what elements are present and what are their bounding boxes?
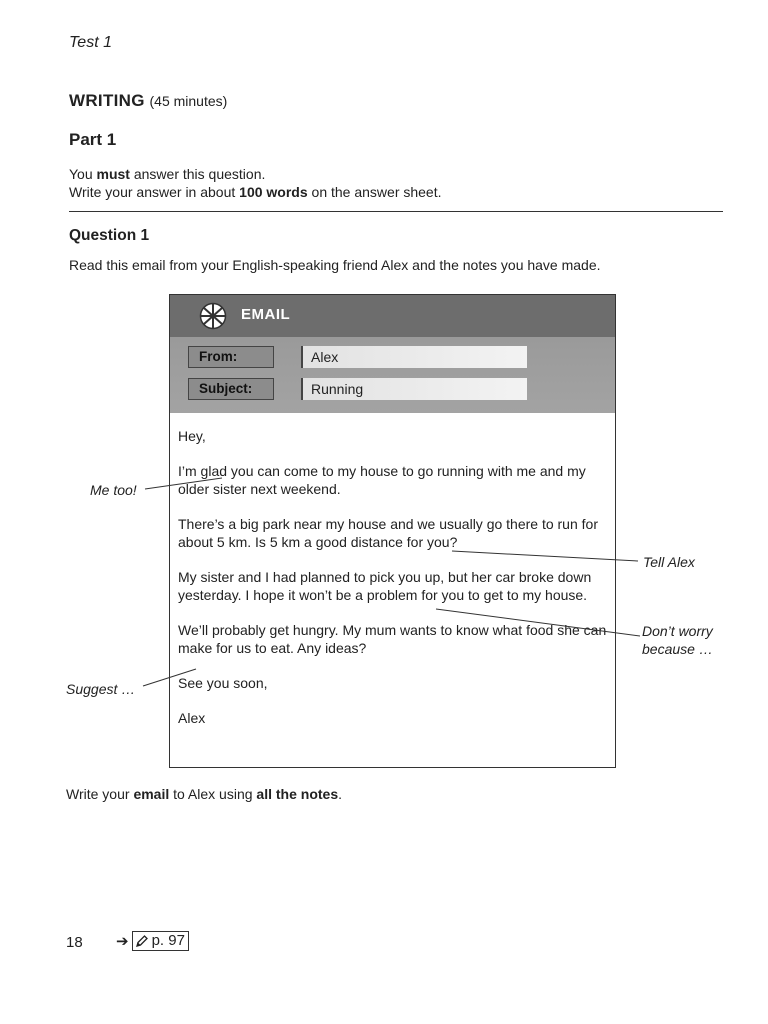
email-signoff: See you soon,	[178, 675, 268, 691]
subject-label: Subject:	[188, 378, 274, 400]
instr1-post: answer this question.	[129, 166, 266, 182]
note-line-suggest	[143, 669, 196, 686]
test-label: Test 1	[69, 34, 112, 51]
note-suggest: Suggest …	[66, 681, 136, 697]
pencil-icon	[135, 934, 149, 948]
task-bold-email: email	[133, 786, 170, 802]
from-field: Alex	[301, 346, 527, 368]
note-tell-alex: Tell Alex	[643, 554, 695, 570]
page-reference-text: p. 97	[151, 932, 185, 949]
note-dont-worry	[642, 622, 713, 658]
email-paragraph-1: I’m glad you can come to my house to go running with me and my older sister next weekend.	[178, 463, 586, 497]
question-title: Question 1	[69, 227, 150, 244]
task-bold-notes: all the notes	[256, 786, 339, 802]
page-number: 18	[66, 934, 83, 951]
task-instruction	[66, 786, 342, 802]
section-duration: (45 minutes)	[149, 93, 228, 109]
email-paragraph-2: There’s a big park near my house and we usually go there to run for about 5 km. Is 5 km a good distance for you?	[178, 516, 598, 550]
email-signature: Alex	[178, 710, 206, 726]
email-paragraph-4: We’ll probably get hungry. My mum wants to know what food she can make for us to eat. Any ideas?	[178, 622, 607, 656]
instr2-pre: Write your answer in about	[69, 184, 240, 200]
email-header-label: EMAIL	[241, 306, 291, 323]
instr1-pre: You	[69, 166, 97, 182]
section-title-text: WRITING	[69, 91, 145, 110]
subject-field: Running	[301, 378, 527, 400]
note-line-me-too	[145, 478, 222, 489]
part-title: Part 1	[69, 130, 117, 149]
page-reference-box	[132, 931, 189, 951]
from-label: From:	[188, 346, 274, 368]
email-greeting: Hey,	[178, 428, 206, 444]
answer-reference	[116, 931, 189, 951]
task-mid: to Alex using	[169, 786, 257, 802]
question-intro: Read this email from your English-speaking friend Alex and the notes you have made.	[69, 257, 601, 273]
note-me-too: Me too!	[90, 482, 137, 498]
note-line-tell-alex	[452, 551, 638, 561]
email-paragraph-3: My sister and I had planned to pick you up, but her car broke down yesterday. I hope it won’t be a problem for you to get to my house.	[178, 569, 592, 603]
task-post: .	[338, 786, 342, 802]
note-line-dont-worry	[436, 609, 640, 636]
task-pre: Write your	[66, 786, 134, 802]
note-dont-worry-line-2: because …	[642, 641, 713, 657]
instr2-post: on the answer sheet.	[307, 184, 442, 200]
instr1-bold: must	[96, 166, 130, 182]
arrow-right-icon: ➔	[116, 932, 129, 950]
note-dont-worry-line-1: Don’t worry	[642, 623, 713, 639]
instr2-bold: 100 words	[239, 184, 308, 200]
